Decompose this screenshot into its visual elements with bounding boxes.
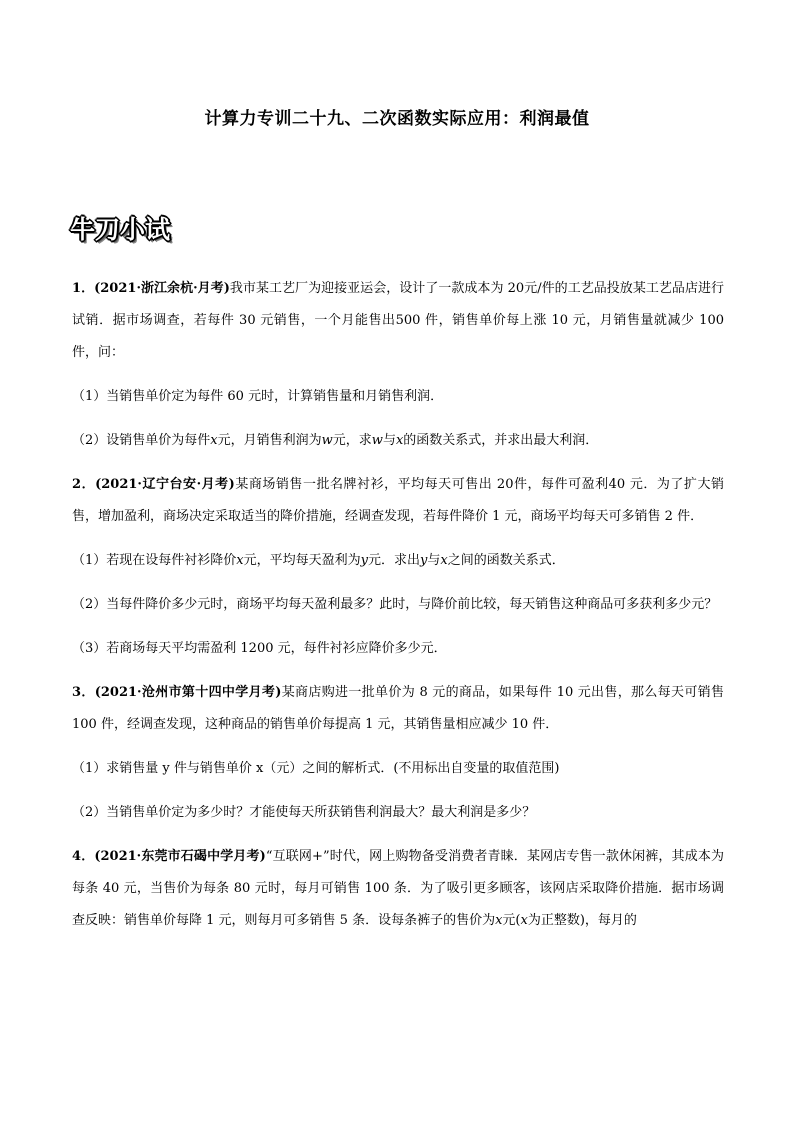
question-3-part-1: （1）求销售量 y 件与销售单价 x（元）之间的解析式．(不用标出自变量的取值范围) bbox=[72, 761, 560, 776]
part-text: 元，月销售利润为 bbox=[217, 433, 322, 448]
question-text: “互联网+”时代，网上购物备受消费者青睐．某网店专售一款休闲裤，其成本为每条 40 元，当售价为每条 80 元时，每月可销售 100 条．为了吸引更多顾客，该网店采取降价措施．据市场调查反映：销售单价每降 1 元，则每月可多销售 5 条．设每条裤子的售价为 bbox=[72, 849, 725, 928]
variable-y: y bbox=[420, 553, 428, 568]
question-source: (2021·浙江余杭·月考) bbox=[94, 281, 230, 296]
variable-x: x bbox=[495, 913, 503, 928]
variable-x: x bbox=[520, 913, 528, 928]
question-number: 3． bbox=[72, 685, 95, 700]
question-source: (2021·东莞市石碣中学月考) bbox=[94, 849, 266, 864]
question-1-part-1: （1）当销售单价定为每件 60 元时，计算销售量和月销售利润． bbox=[72, 389, 444, 404]
variable-x: x bbox=[395, 433, 404, 448]
question-text: 我市某工艺厂为迎接亚运会，设计了一款成本为 20元/件的工艺品投放某工艺品店进行试销．据市场调查，若每件 30 元销售，一个月能售出500 件，销售单价每上涨 10 元，月销售量就减少 100 件，问： bbox=[72, 281, 724, 360]
variable-w: w bbox=[321, 433, 333, 448]
part-text: （1）若现在设每件衬衫降价 bbox=[72, 553, 237, 568]
question-text: 元( bbox=[502, 913, 521, 928]
question-1 bbox=[72, 273, 724, 369]
question-text: 某商店购进一批单价为 8 元的商品，如果每件 10 元出售，那么每天可销售 100 件，经调查发现，这种商品的销售单价每提高 1 元，其销售量相应减少 10 件． bbox=[72, 685, 725, 732]
question-2-part-3: （3）若商场每天平均需盈利 1200 元，每件衬衫应降价多少元． bbox=[72, 641, 447, 656]
question-source: (2021·沧州市第十四中学月考) bbox=[94, 685, 282, 700]
question-1-part-2 bbox=[72, 425, 724, 457]
question-text: 为正整数)，每月的 bbox=[527, 913, 637, 928]
question-text: 某商场销售一批名牌衬衫，平均每天可售出 20件，每件可盈利40 元．为了扩大销售，增加盈利，商场决定采取适当的降价措施，经调查发现，若每件降价 1 元，商场平均每天可多销售 2 件． bbox=[72, 477, 724, 524]
question-2-part-1 bbox=[72, 545, 724, 577]
section-title: 牛刀小试 bbox=[70, 215, 171, 244]
question-2 bbox=[72, 469, 724, 533]
variable-x: x bbox=[210, 433, 218, 448]
variable-w: w bbox=[371, 433, 383, 448]
question-number: 1． bbox=[72, 281, 95, 296]
question-3-part-2: （2）当销售单价定为多少时？才能使每天所获销售利润最大？最大利润是多少？ bbox=[72, 805, 536, 820]
part-text: 与 bbox=[427, 553, 441, 568]
part-text: 元．求出 bbox=[368, 553, 421, 568]
problem-list bbox=[72, 273, 724, 949]
question-2-part-2: （2）当每件降价多少元时，商场平均每天盈利最多？此时，与降价前比较，每天销售这种商品可多获利多少元？ bbox=[72, 597, 718, 612]
variable-x: x bbox=[440, 553, 448, 568]
question-3 bbox=[72, 677, 724, 741]
part-text: 与 bbox=[382, 433, 396, 448]
part-text: 的函数关系式，并求出最大利润． bbox=[403, 433, 599, 448]
part-text: 元，求 bbox=[332, 433, 372, 448]
question-source: (2021·辽宁台安·月考) bbox=[95, 477, 235, 492]
variable-x: x bbox=[236, 553, 244, 568]
part-text: 之间的函数关系式． bbox=[447, 553, 565, 568]
variable-y: y bbox=[360, 553, 368, 568]
page-title: 计算力专训二十九、二次函数实际应用：利润最值 bbox=[204, 109, 590, 129]
question-number: 4． bbox=[72, 849, 95, 864]
part-text: 元，平均每天盈利为 bbox=[243, 553, 361, 568]
question-4 bbox=[72, 841, 724, 937]
question-number: 2． bbox=[72, 477, 96, 492]
part-text: （2）设销售单价为每件 bbox=[72, 433, 211, 448]
